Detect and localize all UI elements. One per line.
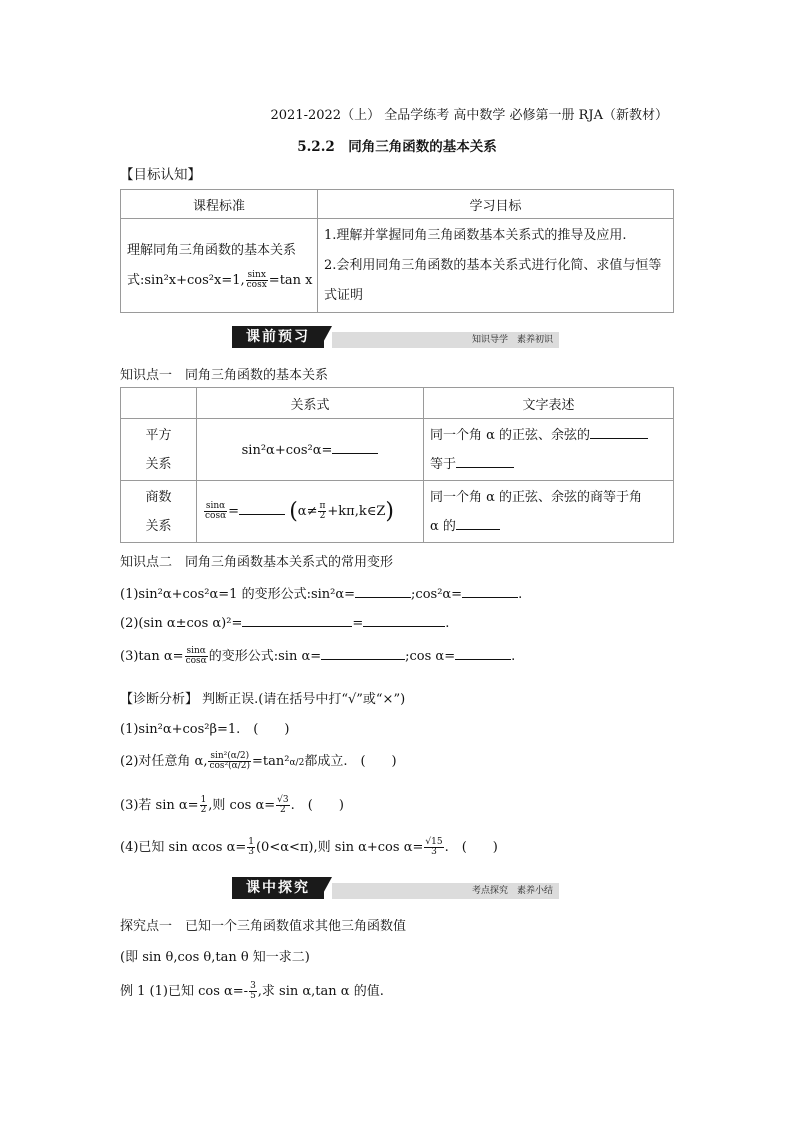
text: α/2 — [289, 758, 305, 768]
relation-table — [120, 387, 674, 543]
fraction — [247, 838, 255, 857]
fraction — [185, 647, 208, 666]
relation-corner-cell — [121, 388, 197, 419]
square-desc-b: 等于 — [430, 456, 457, 472]
relation-header-formula: 关系式 — [197, 388, 424, 419]
answer-blank — [590, 426, 648, 439]
banner-subtitle: 考点探究 素养小结 — [471, 886, 553, 896]
frac-den: 3 — [431, 847, 437, 857]
goal-table — [120, 189, 674, 313]
kp2-item-3 — [120, 645, 515, 666]
goal-standard-text: 理解同角三角函数的基本关系 — [127, 242, 297, 258]
frac-den: 3 — [248, 847, 254, 857]
square-desc-a: 同一个角 α 的正弦、余弦的 — [430, 427, 591, 443]
goal-standard-formula — [127, 266, 317, 296]
text: ;cos α= — [405, 649, 456, 664]
cond-b: +kπ,k∈Z — [327, 504, 386, 519]
text: (4)已知 sin αcos α= — [120, 840, 247, 855]
kp2-item-1 — [120, 583, 522, 602]
goal-col1-header: 课程标准 — [121, 190, 318, 219]
row-name-line2: 关系 — [145, 518, 172, 534]
answer-blank — [242, 614, 352, 627]
formula-suffix: =tan x — [268, 272, 313, 288]
frac-den: cosα — [185, 656, 207, 666]
quotient-desc-a: 同一个角 α 的正弦、余弦的商等于角 — [430, 489, 643, 505]
frac-den: 2 — [319, 511, 326, 521]
diagnosis-title: 【诊断分析】 判断正误.(请在括号中打“√”或“×”) — [120, 692, 406, 707]
row-quotient-formula — [197, 481, 424, 543]
text: ,求 sin α,tan α 的值. — [257, 984, 384, 999]
text: (0<α<π),则 sin α+cos α= — [255, 840, 424, 855]
text: . — [445, 616, 450, 631]
frac-num: π — [319, 501, 326, 511]
frac-num: 3 — [250, 981, 256, 991]
equals: = — [228, 504, 240, 519]
cond-a: α≠ — [297, 504, 318, 519]
answer-blank — [332, 441, 378, 454]
quotient-desc-b: α 的 — [430, 518, 456, 534]
row-square-formula — [197, 419, 424, 481]
text: 都成立. ( ) — [304, 754, 397, 769]
text: . ( ) — [290, 798, 344, 813]
answer-blank — [355, 585, 411, 598]
text: . ( ) — [444, 840, 498, 855]
row-name-line2: 关系 — [145, 456, 172, 472]
frac-num: sinα — [186, 646, 206, 656]
text: ;cos²α= — [411, 587, 463, 602]
answer-blank — [455, 647, 511, 660]
page-header: 2021-2022（上） 全品学练考 高中数学 必修第一册 RJA（新教材） — [270, 108, 668, 123]
diag-item-3 — [120, 794, 344, 815]
frac-num: sin²(α/2) — [210, 751, 250, 761]
fraction — [276, 796, 289, 815]
row-name-line1: 商数 — [145, 489, 172, 505]
explore-banner — [232, 877, 559, 899]
preview-banner — [232, 326, 559, 348]
lesson-title: 5.2.2 同角三角函数的基本关系 — [297, 139, 497, 155]
frac-num: 1 — [200, 795, 207, 805]
diag-item-2 — [120, 750, 397, 771]
frac-num: √15 — [425, 837, 443, 847]
text: =tan² — [252, 754, 290, 769]
goal-2: 2.会利用同角三角函数的基本关系式进行化简、求值与恒等式证明 — [324, 257, 662, 303]
paren-open: ( — [289, 499, 298, 524]
kp2-item-2 — [120, 614, 449, 631]
fraction — [204, 502, 227, 521]
frac-den: 2 — [200, 805, 207, 815]
goal-objectives-cell — [318, 219, 674, 313]
row-name-line1: 平方 — [145, 427, 172, 443]
fraction — [208, 752, 251, 771]
fraction — [249, 982, 257, 1001]
text: ,则 cos α= — [208, 798, 276, 813]
frac-den: 5 — [250, 991, 256, 1001]
banner-label: 课前预习 — [232, 326, 324, 348]
fraction — [200, 796, 208, 815]
answer-blank — [456, 517, 500, 530]
explore-title: 探究点一 已知一个三角函数值求其他三角函数值 — [120, 919, 407, 934]
answer-blank — [321, 647, 405, 660]
banner-label: 课中探究 — [232, 877, 324, 899]
row-quotient-name — [121, 481, 197, 543]
text: (3)tan α= — [120, 649, 184, 664]
goal-section-label: 【目标认知】 — [120, 167, 201, 183]
text: = — [352, 616, 364, 631]
kp1-title: 知识点一 同角三角函数的基本关系 — [120, 368, 329, 383]
answer-blank — [363, 614, 445, 627]
text: 例 1 (1)已知 cos α=- — [120, 984, 249, 999]
frac-num: 1 — [248, 837, 254, 847]
paren-close: ) — [385, 499, 394, 524]
diag-item-1: (1)sin²α+cos²β=1. ( ) — [120, 722, 290, 737]
frac-num: sinα — [205, 501, 226, 511]
goal-1: 1.理解并掌握同角三角函数基本关系式的推导及应用. — [324, 227, 627, 243]
answer-blank — [462, 585, 518, 598]
frac-den: cos²(α/2) — [209, 761, 251, 771]
answer-blank — [239, 502, 285, 515]
kp2-title: 知识点二 同角三角函数基本关系式的常用变形 — [120, 555, 394, 570]
text: . — [511, 649, 516, 664]
frac-den: 2 — [280, 805, 286, 815]
example-1 — [120, 980, 384, 1001]
formula-prefix: 式:sin²x+cos²x=1, — [127, 272, 245, 288]
answer-blank — [456, 455, 514, 468]
text: (2)(sin α±cos α)²= — [120, 616, 243, 631]
frac-den: cosα — [205, 511, 227, 521]
frac-num: sinx — [247, 269, 266, 280]
fraction — [246, 271, 268, 290]
text: . — [518, 587, 523, 602]
frac-den: cosx — [246, 279, 267, 290]
row-quotient-desc — [424, 481, 674, 543]
banner-subtitle: 知识导学 素养初识 — [471, 335, 553, 345]
row-square-desc — [424, 419, 674, 481]
fraction — [318, 502, 326, 521]
fraction — [424, 838, 443, 857]
goal-col2-header: 学习目标 — [318, 190, 674, 219]
frac-num: √3 — [277, 795, 289, 805]
text: (2)对任意角 α, — [120, 754, 208, 769]
relation-header-text: 文字表述 — [424, 388, 674, 419]
row-square-name — [121, 419, 197, 481]
explore-subtitle: (即 sin θ,cos θ,tan θ 知一求二) — [120, 950, 310, 965]
diag-item-4 — [120, 836, 498, 857]
goal-standard-cell — [121, 219, 318, 313]
square-formula: sin²α+cos²α= — [241, 443, 333, 458]
text: 的变形公式:sin α= — [208, 649, 322, 664]
text: (1)sin²α+cos²α=1 的变形公式:sin²α= — [120, 587, 356, 602]
text: (3)若 sin α= — [120, 798, 199, 813]
